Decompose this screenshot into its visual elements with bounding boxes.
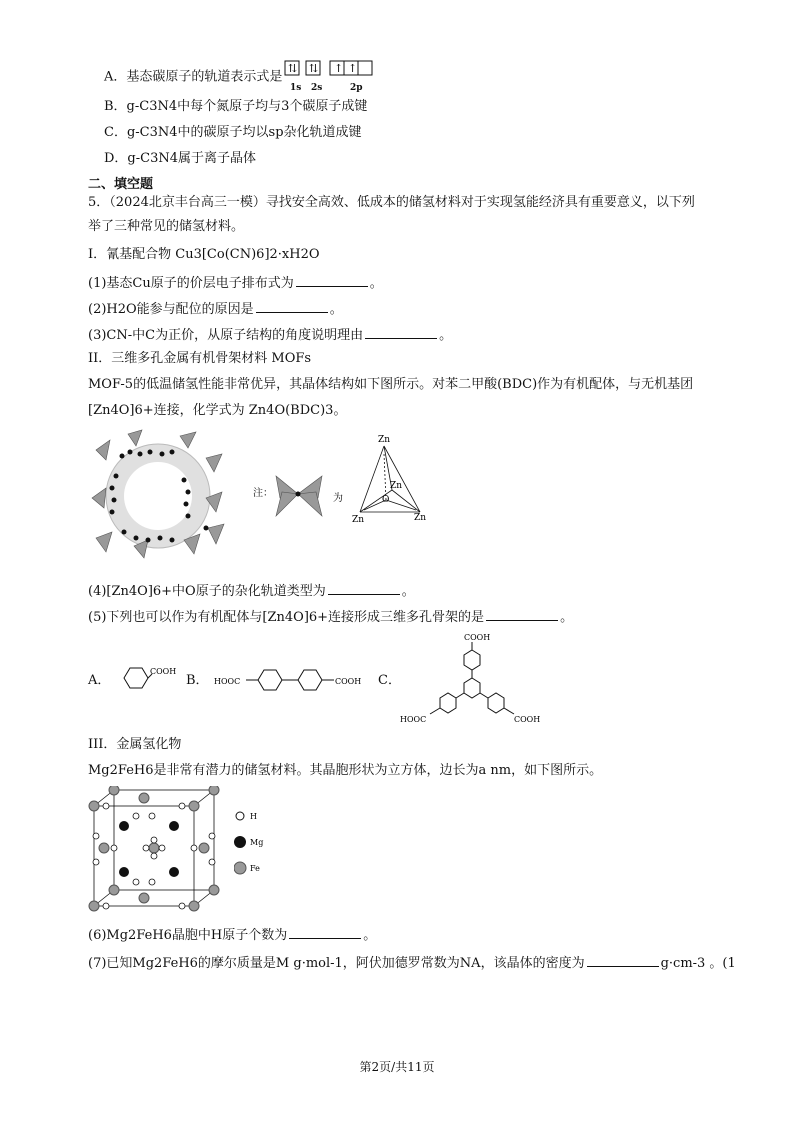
- question-2: (2)H2O能参与配位的原因是 。: [88, 298, 343, 319]
- svg-text:COOH: COOH: [150, 667, 177, 676]
- tricarboxylic-ligand-structure: [400, 632, 550, 726]
- zn4o-cluster-icon: [272, 472, 326, 518]
- svg-text:Zn: Zn: [352, 515, 365, 524]
- svg-text:HOOC: HOOC: [400, 715, 427, 724]
- svg-text:Zn: Zn: [390, 481, 403, 491]
- answer-blank-6[interactable]: [289, 924, 361, 939]
- svg-text:⇅: ⇅: [309, 62, 319, 75]
- ligand-option-a-label: A．: [88, 673, 111, 688]
- svg-text:H: H: [250, 812, 257, 821]
- answer-blank-7[interactable]: [587, 952, 659, 967]
- option-d: D．g-C3N4属于离子晶体: [104, 151, 257, 166]
- q5-intro-2: 举了三种常见的储氢材料。: [88, 219, 245, 234]
- figure-note: 注：: [253, 488, 273, 499]
- option-a: A．基态碳原子的轨道表示式是 ⇅ ⇅ ↑ ↑ 1s 2s 2p: [104, 64, 384, 90]
- answer-blank-2[interactable]: [256, 298, 328, 313]
- ligand-option-c-label: C．: [378, 673, 401, 688]
- svg-text:Fe: Fe: [250, 864, 260, 873]
- page-footer: 第2页/共11页: [359, 1060, 435, 1074]
- svg-text:Zn: Zn: [414, 513, 427, 523]
- svg-text:COOH: COOH: [464, 633, 491, 642]
- mg2feh6-unit-cell-figure: [86, 786, 226, 914]
- question-1: (1)基态Cu原子的价层电子排布式为 。: [88, 272, 383, 293]
- question-7: (7)已知Mg2FeH6的摩尔质量是M g·mol-1，阿伏加德罗常数为NA，该晶体的密度为 g·cm-3 。(1: [88, 952, 736, 973]
- zn4o-tetrahedron-figure: [350, 432, 432, 524]
- svg-text:COOH: COOH: [335, 677, 362, 686]
- question-3: (3)CN-中C为正价，从原子结构的角度说明理由 。: [88, 324, 452, 345]
- svg-text:COOH: COOH: [514, 715, 541, 724]
- part3-title: III．金属氢化物: [88, 737, 182, 752]
- part1-title: I．氰基配合物 Cu3[Co(CN)6]2·xH2O: [88, 247, 320, 262]
- answer-blank-1[interactable]: [296, 272, 368, 287]
- figure-as: 为: [333, 493, 343, 504]
- benzoic-acid-structure: [118, 664, 178, 692]
- svg-text:O: O: [382, 495, 390, 505]
- ligand-option-b-label: B．: [186, 673, 209, 688]
- mof-structure-figure: [88, 428, 228, 563]
- answer-blank-5[interactable]: [486, 606, 558, 621]
- svg-text:Mg: Mg: [250, 838, 264, 847]
- mof-line-1: MOF-5的低温储氢性能非常优异，其晶体结构如下图所示。对苯二甲酸(BDC)作为有机配体，与无机基团: [88, 377, 694, 392]
- mg-line: Mg2FeH6是非常有潜力的储氢材料。其晶胞形状为立方体，边长为a nm，如下图所示。: [88, 763, 603, 778]
- option-b: B．g-C3N4中每个氮原子均与3个碳原子成键: [104, 99, 368, 114]
- biphenyl-dicarboxylic-acid-structure: [214, 666, 374, 694]
- svg-text:⇅: ⇅: [288, 62, 298, 75]
- answer-blank-4[interactable]: [328, 580, 400, 595]
- svg-text:↑: ↑: [348, 62, 358, 75]
- svg-text:↑: ↑: [334, 62, 344, 75]
- option-c: C．g-C3N4中的碳原子均以sp杂化轨道成键: [104, 125, 362, 140]
- svg-text:Zn: Zn: [378, 435, 391, 445]
- q5-intro-1: 5．（2024北京丰台高三一模）寻找安全高效、低成本的储氢材料对于实现氢能经济具有重要意义，以下列: [88, 195, 695, 210]
- mof-line-2: [Zn4O]6+连接，化学式为 Zn4O(BDC)3。: [88, 403, 347, 418]
- answer-blank-3[interactable]: [365, 324, 437, 339]
- question-4: (4)[Zn4O]6+中O原子的杂化轨道类型为 。: [88, 580, 415, 601]
- part2-title: II．三维多孔金属有机骨架材料 MOFs: [88, 351, 312, 366]
- cell-legend: [234, 808, 274, 878]
- section-title: 二、填空题: [88, 177, 154, 192]
- svg-text:HOOC: HOOC: [214, 677, 241, 686]
- question-6: (6)Mg2FeH6晶胞中H原子个数为 。: [88, 924, 376, 945]
- question-5: (5)下列也可以作为有机配体与[Zn4O]6+连接形成三维多孔骨架的是 。: [88, 606, 573, 627]
